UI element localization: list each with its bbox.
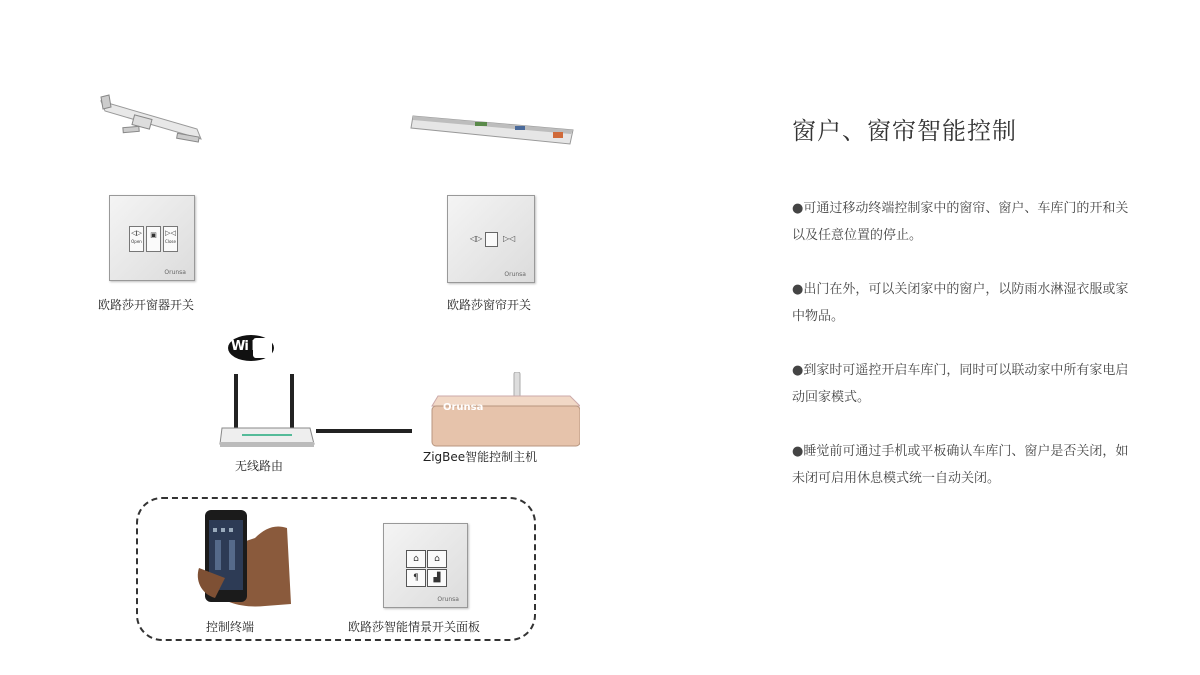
house-icon: ⌂ bbox=[434, 554, 440, 564]
close-key[interactable] bbox=[163, 226, 178, 252]
control-terminal-image bbox=[195, 508, 291, 608]
scene-key-home[interactable] bbox=[406, 550, 426, 568]
wifi-logo-text: Wi Fi bbox=[231, 339, 263, 354]
feature-paragraph: ●可通过移动终端控制家中的窗帘、窗户、车库门的开和关以及任意位置的停止。 bbox=[792, 201, 1129, 243]
curtain-open-icon: ◁▷ bbox=[470, 234, 483, 243]
feature-paragraph: ●睡觉前可通过手机或平板确认车库门、窗户是否关闭，如未闭可启用休息模式统一自动关闭。 bbox=[792, 444, 1129, 486]
curtain-close-icon: ▷◁ bbox=[503, 234, 516, 243]
page-title: 窗户、窗帘智能控制 bbox=[792, 117, 1017, 145]
scene-key-dining[interactable] bbox=[406, 569, 426, 587]
feature-paragraph: ●出门在外，可以关闭家中的窗户，以防雨水淋湿衣服或家中物品。 bbox=[792, 282, 1129, 324]
scene-panel-caption: 欧路莎智能情景开关面板 bbox=[348, 620, 481, 634]
panel-brand: Orunsa bbox=[437, 596, 459, 603]
open-key[interactable] bbox=[129, 226, 144, 252]
scene-switch-panel bbox=[383, 523, 468, 608]
panel-brand: Orunsa bbox=[164, 269, 186, 276]
curtain-switch-caption: 欧路莎窗帘开关 bbox=[447, 298, 532, 312]
host-brand: Orunsa bbox=[443, 402, 484, 413]
stop-key[interactable] bbox=[146, 226, 161, 252]
curtain-switch-panel bbox=[447, 195, 535, 283]
sleep-icon: ▟ bbox=[433, 573, 441, 583]
terminal-caption: 控制终端 bbox=[206, 620, 255, 634]
panel-brand: Orunsa bbox=[504, 271, 526, 278]
scene-key-sleep[interactable] bbox=[427, 569, 447, 587]
scene-key-away[interactable] bbox=[427, 550, 447, 568]
window-opener-image bbox=[97, 93, 207, 153]
window-switch-caption: 欧路莎开窗器开关 bbox=[98, 298, 195, 312]
home-icon: ⌂ bbox=[413, 554, 419, 564]
stop-icon: ▣ bbox=[150, 231, 157, 239]
window-close-icon: ▷◁ bbox=[165, 229, 176, 237]
curtain-stop-key[interactable] bbox=[485, 232, 498, 247]
close-key-label: Close bbox=[165, 239, 176, 244]
wifi-logo bbox=[227, 332, 275, 362]
zigbee-host-caption: ZigBee智能控制主机 bbox=[423, 450, 538, 464]
curtain-motor-image bbox=[405, 104, 580, 149]
dining-icon: ¶ bbox=[413, 573, 419, 583]
window-switch-panel bbox=[109, 195, 195, 281]
router-image bbox=[218, 372, 316, 450]
open-key-label: Open bbox=[131, 239, 142, 244]
window-open-icon: ◁▷ bbox=[131, 229, 142, 237]
connection-line bbox=[316, 429, 412, 433]
feature-paragraph: ●到家时可遥控开启车库门，同时可以联动家中所有家电启动回家模式。 bbox=[792, 363, 1129, 405]
router-caption: 无线路由 bbox=[235, 459, 284, 473]
